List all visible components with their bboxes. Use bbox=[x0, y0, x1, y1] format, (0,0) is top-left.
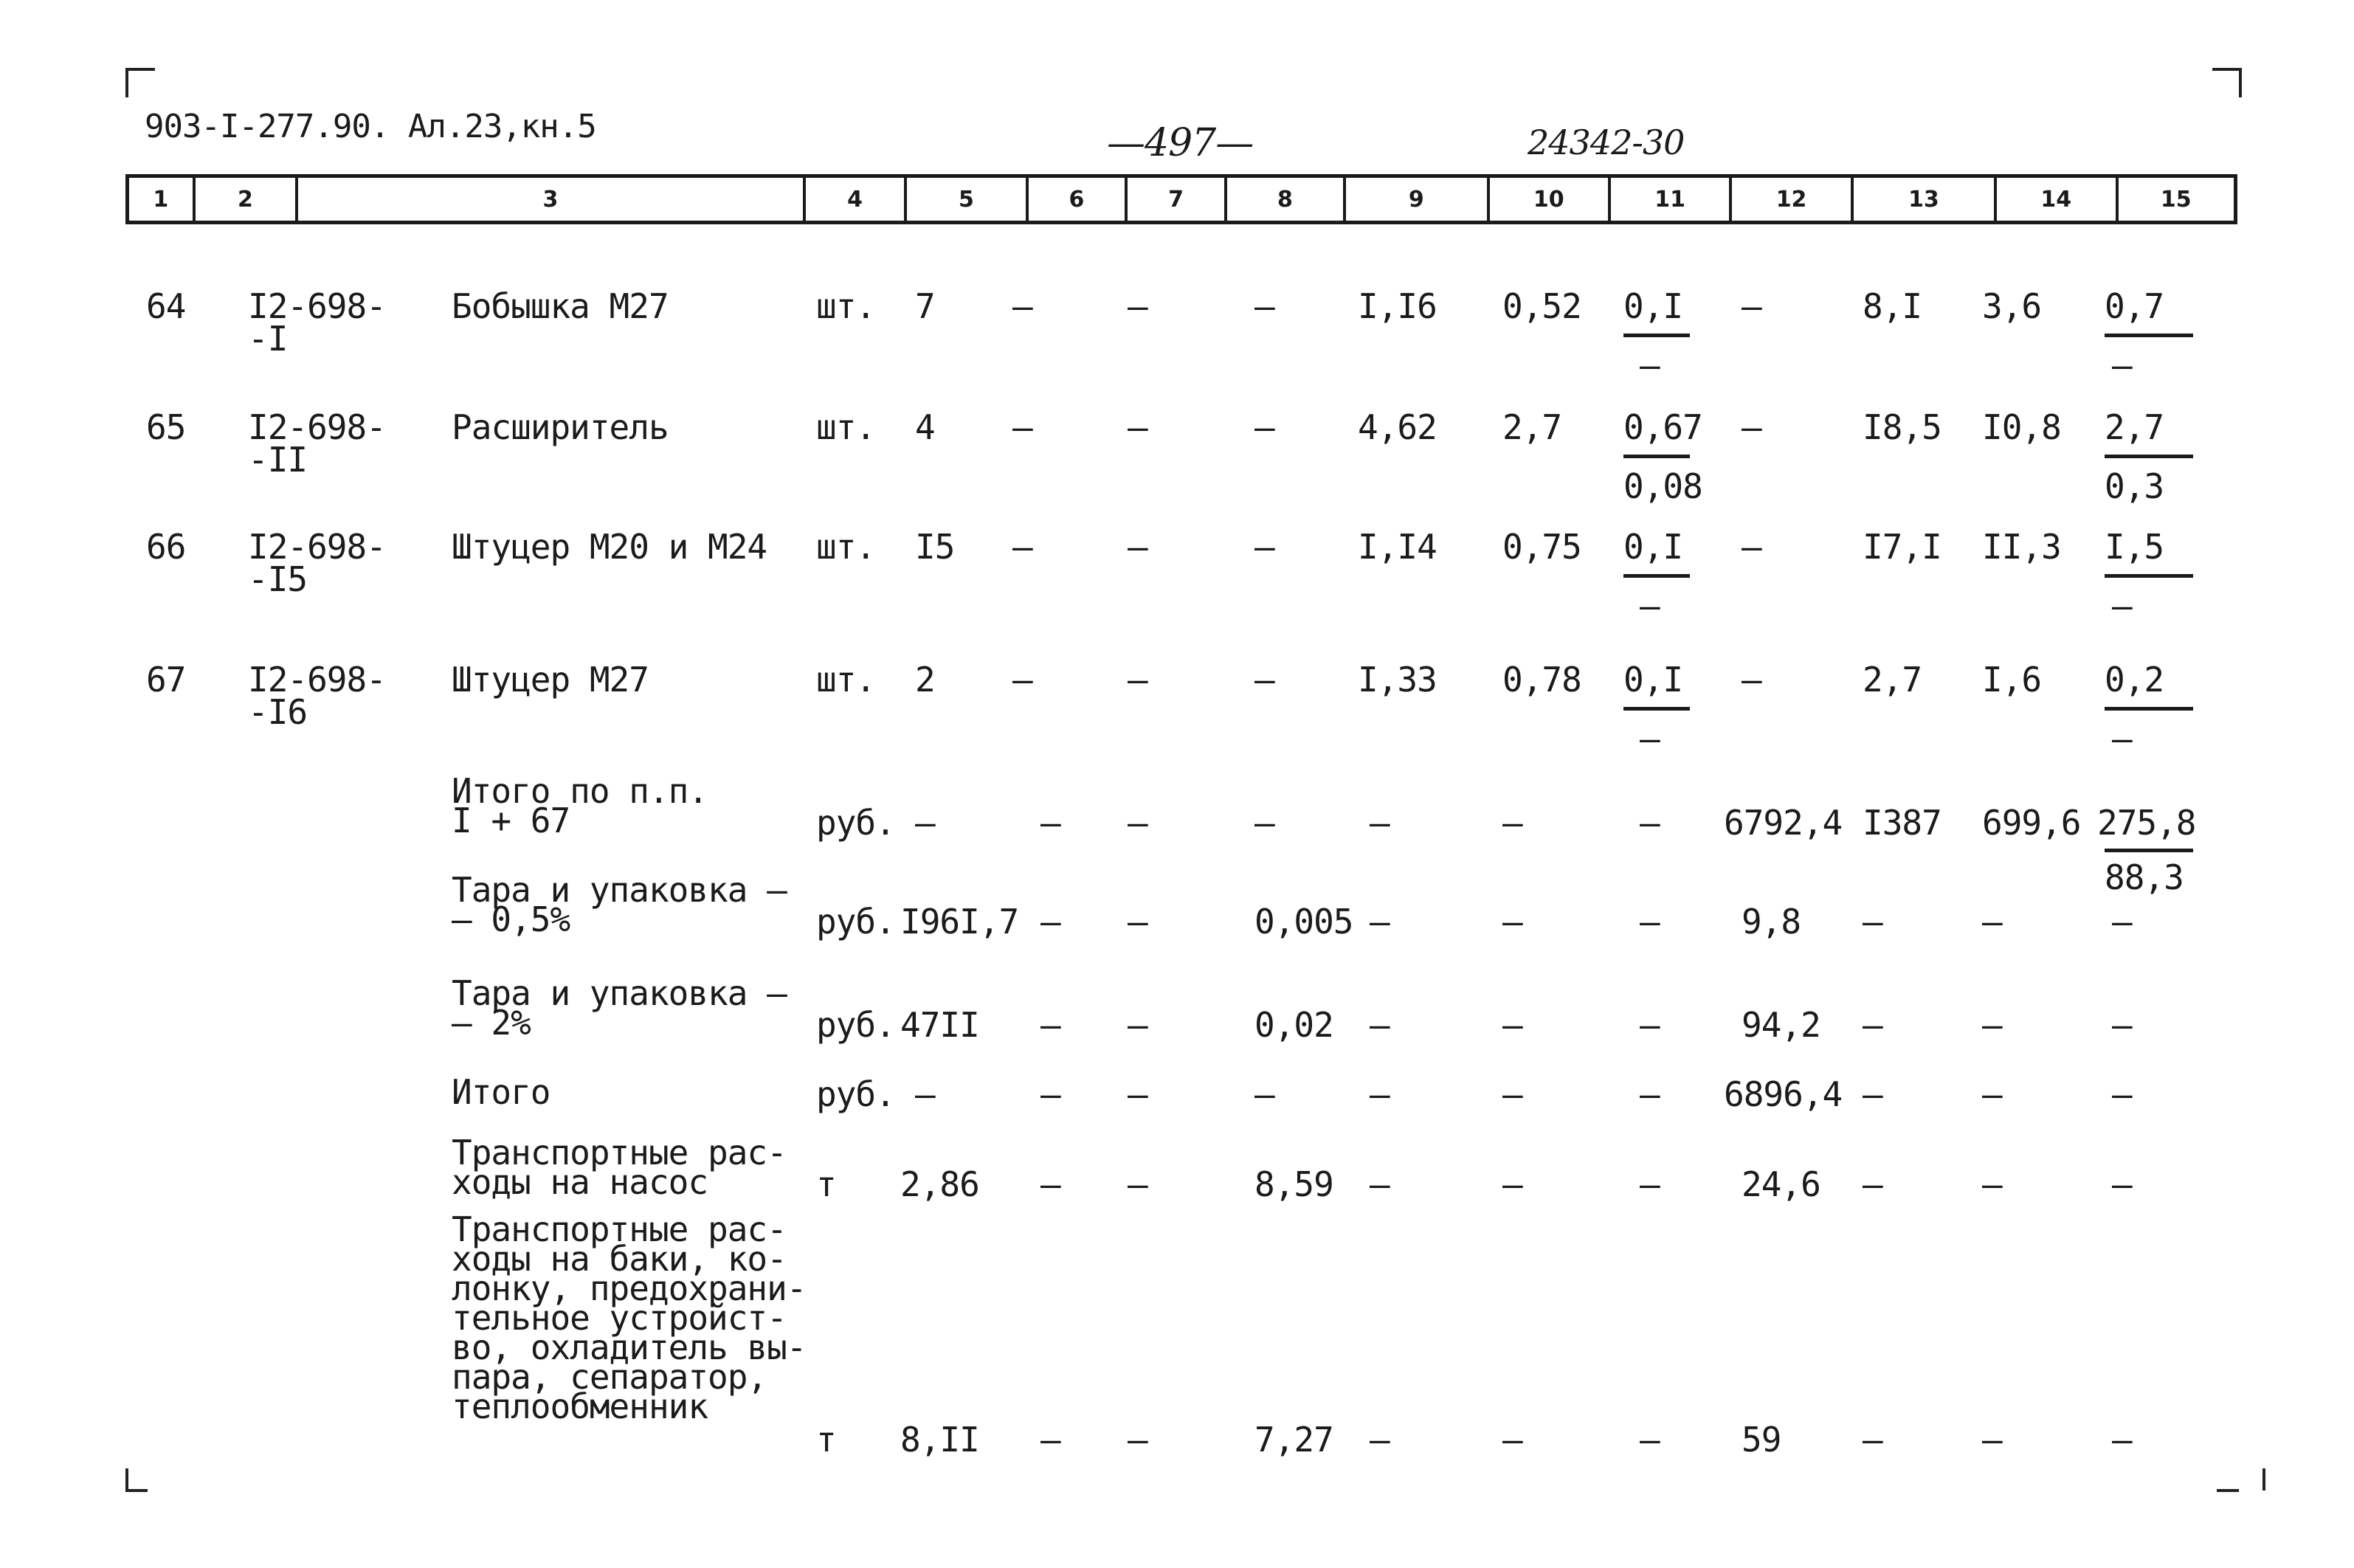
row-cell-11-bottom: – bbox=[1640, 586, 1660, 626]
summary-cell-10: – bbox=[1502, 803, 1522, 843]
column-header-5: 5 bbox=[907, 178, 1028, 221]
row-cell-11-divider bbox=[1623, 574, 1690, 578]
summary-name-line: ходы на насос bbox=[452, 1162, 708, 1202]
frame-corner-bottom-left-foot bbox=[125, 1489, 148, 1492]
summary-unit: т bbox=[816, 1420, 836, 1460]
row-cell-15-bottom: – bbox=[2112, 719, 2132, 759]
row-cell-6: – bbox=[1012, 407, 1032, 447]
summary-cell-8: 7,27 bbox=[1254, 1420, 1333, 1460]
row-unit: шт. bbox=[816, 407, 876, 447]
summary-cell-5: – bbox=[915, 803, 935, 843]
summary-cell-11: – bbox=[1640, 902, 1660, 942]
column-header-9: 9 bbox=[1346, 178, 1489, 221]
summary-unit: руб. bbox=[816, 803, 895, 843]
summary-cell-15-top: 275,8 bbox=[2097, 803, 2196, 843]
summary-cell-9: – bbox=[1370, 1164, 1390, 1204]
row-cell-12: – bbox=[1742, 286, 1761, 326]
summary-cell-7: – bbox=[1128, 803, 1147, 843]
summary-cell-15-divider bbox=[2105, 849, 2193, 852]
summary-cell-6: – bbox=[1040, 803, 1060, 843]
summary-cell-12: 59 bbox=[1742, 1420, 1781, 1460]
summary-cell-14: – bbox=[1982, 1164, 2002, 1204]
row-cell-5: 2 bbox=[915, 660, 935, 700]
row-name: Бобышка М27 bbox=[452, 286, 669, 326]
summary-cell-15-bottom: 88,3 bbox=[2105, 857, 2184, 897]
summary-cell-7: – bbox=[1128, 1074, 1147, 1114]
summary-name-line: Тара и упаковка – bbox=[452, 870, 787, 910]
row-cell-11-top: 0,67 bbox=[1623, 407, 1702, 447]
column-header-8: 8 bbox=[1227, 178, 1346, 221]
summary-cell-5: – bbox=[915, 1074, 935, 1114]
row-cell-14: I,6 bbox=[1982, 660, 2042, 700]
summary-cell-12: 9,8 bbox=[1742, 902, 1801, 942]
summary-cell-9: – bbox=[1370, 803, 1390, 843]
summary-cell-13: – bbox=[1863, 1005, 1882, 1045]
row-cell-9: I,I4 bbox=[1358, 527, 1437, 567]
summary-cell-9: – bbox=[1370, 1420, 1390, 1460]
summary-cell-5: I96I,7 bbox=[900, 902, 1019, 942]
row-number: 67 bbox=[146, 660, 186, 700]
row-cell-15-bottom: – bbox=[2112, 586, 2132, 626]
summary-cell-6: – bbox=[1040, 1005, 1060, 1045]
row-unit: шт. bbox=[816, 527, 876, 567]
column-header-15: 15 bbox=[2160, 186, 2192, 213]
summary-cell-10: – bbox=[1502, 1164, 1522, 1204]
row-cell-12: – bbox=[1742, 407, 1761, 447]
summary-name-line: Итого bbox=[452, 1072, 550, 1112]
row-cell-11-divider bbox=[1623, 455, 1690, 458]
row-code-suffix: -I bbox=[248, 319, 288, 359]
summary-cell-8: – bbox=[1254, 803, 1274, 843]
summary-cell-14: – bbox=[1982, 1420, 2002, 1460]
column-header-2: 2 bbox=[196, 178, 299, 221]
summary-cell-5: 8,II bbox=[900, 1420, 979, 1460]
row-cell-7: – bbox=[1128, 527, 1147, 567]
row-cell-15-divider bbox=[2105, 334, 2193, 337]
row-cell-13: I8,5 bbox=[1863, 407, 1941, 447]
summary-cell-15: – bbox=[2112, 1420, 2132, 1460]
frame-corner-bottom-right bbox=[2236, 1468, 2265, 1491]
row-unit: шт. bbox=[816, 660, 876, 700]
row-cell-8: – bbox=[1254, 407, 1274, 447]
summary-name-line: Итого по п.п. bbox=[452, 771, 708, 811]
summary-cell-10: – bbox=[1502, 902, 1522, 942]
summary-cell-10: – bbox=[1502, 1074, 1522, 1114]
summary-cell-5: 2,86 bbox=[900, 1164, 979, 1204]
summary-cell-8: 0,02 bbox=[1254, 1005, 1333, 1045]
row-cell-15-top: 2,7 bbox=[2105, 407, 2164, 447]
summary-cell-14: – bbox=[1982, 1005, 2002, 1045]
row-cell-9: I,I6 bbox=[1358, 286, 1437, 326]
row-cell-5: 7 bbox=[915, 286, 935, 326]
row-cell-15-divider bbox=[2105, 574, 2193, 578]
summary-name-line: во, охладитель вы- bbox=[452, 1327, 807, 1367]
column-header-4: 4 bbox=[806, 178, 908, 221]
summary-name-line: Транспортные рас- bbox=[452, 1133, 787, 1172]
summary-unit: руб. bbox=[816, 1005, 895, 1045]
row-cell-7: – bbox=[1128, 660, 1147, 700]
row-name: Расширитель bbox=[452, 407, 669, 447]
row-code-suffix: -I6 bbox=[248, 692, 308, 732]
summary-cell-9: – bbox=[1370, 1005, 1390, 1045]
row-code: I2-698- bbox=[248, 286, 386, 326]
summary-cell-11: – bbox=[1640, 1164, 1660, 1204]
column-header-3: 3 bbox=[298, 178, 806, 221]
frame-corner-top-right bbox=[2212, 68, 2242, 97]
column-header-11: 11 bbox=[1611, 178, 1732, 221]
summary-name-line: ходы на баки, ко- bbox=[452, 1239, 787, 1279]
summary-cell-8: 0,005 bbox=[1254, 902, 1353, 942]
summary-name-line: тельное устройст- bbox=[452, 1298, 787, 1338]
sheet-number: 24342-30 bbox=[1528, 122, 1685, 162]
summary-name-line: Тара и упаковка – bbox=[452, 973, 787, 1013]
row-cell-15-top: 0,7 bbox=[2105, 286, 2164, 326]
summary-cell-15: – bbox=[2112, 902, 2132, 942]
row-cell-5: I5 bbox=[915, 527, 955, 567]
summary-cell-6: – bbox=[1040, 1074, 1060, 1114]
row-cell-15-divider bbox=[2105, 707, 2193, 711]
row-cell-10: 2,7 bbox=[1502, 407, 1562, 447]
summary-unit: т bbox=[816, 1164, 836, 1204]
row-code: I2-698- bbox=[248, 660, 386, 700]
page-number: —497— bbox=[1107, 121, 1254, 165]
row-cell-9: I,33 bbox=[1358, 660, 1437, 700]
summary-cell-13: – bbox=[1863, 1074, 1882, 1114]
summary-name-line: Транспортные рас- bbox=[452, 1209, 787, 1249]
row-cell-11-divider bbox=[1623, 334, 1690, 337]
summary-cell-13: – bbox=[1863, 902, 1882, 942]
summary-cell-12: 6896,4 bbox=[1724, 1074, 1843, 1114]
row-cell-15-divider bbox=[2105, 455, 2193, 458]
summary-cell-14: – bbox=[1982, 1074, 2002, 1114]
row-cell-15-bottom: – bbox=[2112, 345, 2132, 385]
row-code-suffix: -I5 bbox=[248, 559, 308, 599]
row-code-suffix: -II bbox=[248, 440, 308, 480]
row-cell-6: – bbox=[1012, 660, 1032, 700]
row-cell-15-bottom: 0,3 bbox=[2105, 466, 2164, 506]
row-cell-14: 3,6 bbox=[1982, 286, 2042, 326]
summary-cell-13: – bbox=[1863, 1420, 1882, 1460]
summary-name-line: пара, сепаратор, bbox=[452, 1357, 767, 1397]
summary-cell-6: – bbox=[1040, 902, 1060, 942]
summary-cell-7: – bbox=[1128, 902, 1147, 942]
summary-cell-11: – bbox=[1640, 1074, 1660, 1114]
row-cell-5: 4 bbox=[915, 407, 935, 447]
column-header-7: 7 bbox=[1128, 178, 1227, 221]
summary-cell-12: 94,2 bbox=[1742, 1005, 1820, 1045]
document-code: 903-I-277.90. Ал.23,кн.5 bbox=[145, 108, 596, 145]
row-cell-6: – bbox=[1012, 286, 1032, 326]
row-cell-12: – bbox=[1742, 660, 1761, 700]
row-unit: шт. bbox=[816, 286, 876, 326]
row-cell-7: – bbox=[1128, 407, 1147, 447]
summary-cell-11: – bbox=[1640, 1420, 1660, 1460]
row-cell-11-top: 0,I bbox=[1623, 286, 1683, 326]
summary-cell-9: – bbox=[1370, 902, 1390, 942]
column-header-14: 14 bbox=[1997, 178, 2118, 221]
row-name: Штуцер М27 bbox=[452, 660, 649, 700]
row-cell-11-top: 0,I bbox=[1623, 660, 1683, 700]
row-number: 64 bbox=[146, 286, 186, 326]
summary-cell-14: – bbox=[1982, 902, 2002, 942]
summary-cell-11: – bbox=[1640, 1005, 1660, 1045]
summary-cell-8: 8,59 bbox=[1254, 1164, 1333, 1204]
summary-cell-14: 699,6 bbox=[1982, 803, 2081, 843]
row-cell-11-bottom: – bbox=[1640, 345, 1660, 385]
frame-corner-bottom-right-foot bbox=[2217, 1489, 2239, 1492]
row-name: Штуцер М20 и М24 bbox=[452, 527, 767, 567]
row-cell-11-top: 0,I bbox=[1623, 527, 1683, 567]
summary-cell-12: 6792,4 bbox=[1724, 803, 1843, 843]
column-header-10: 10 bbox=[1490, 178, 1611, 221]
row-number: 66 bbox=[146, 527, 186, 567]
row-cell-11-bottom: 0,08 bbox=[1623, 466, 1702, 506]
row-cell-6: – bbox=[1012, 527, 1032, 567]
column-header-13: 13 bbox=[1854, 178, 1997, 221]
summary-cell-13: – bbox=[1863, 1164, 1882, 1204]
summary-cell-7: – bbox=[1128, 1420, 1147, 1460]
row-cell-11-bottom: – bbox=[1640, 719, 1660, 759]
row-cell-9: 4,62 bbox=[1358, 407, 1437, 447]
summary-cell-15: – bbox=[2112, 1164, 2132, 1204]
summary-cell-10: – bbox=[1502, 1005, 1522, 1045]
page-number-value: 497 bbox=[1145, 121, 1216, 165]
summary-name-line: I + 67 bbox=[452, 801, 570, 840]
summary-unit: руб. bbox=[816, 1074, 895, 1114]
column-header-row bbox=[125, 174, 2237, 224]
summary-cell-7: – bbox=[1128, 1164, 1147, 1204]
summary-unit: руб. bbox=[816, 902, 895, 942]
row-cell-8: – bbox=[1254, 286, 1274, 326]
row-cell-14: II,3 bbox=[1982, 527, 2061, 567]
row-cell-7: – bbox=[1128, 286, 1147, 326]
row-cell-14: I0,8 bbox=[1982, 407, 2061, 447]
frame-corner-bottom-left bbox=[125, 1468, 155, 1491]
row-cell-13: I7,I bbox=[1863, 527, 1941, 567]
row-cell-8: – bbox=[1254, 660, 1274, 700]
row-cell-15-top: 0,2 bbox=[2105, 660, 2164, 700]
summary-name-line: лонку, предохрани- bbox=[452, 1268, 807, 1308]
summary-cell-11: – bbox=[1640, 803, 1660, 843]
row-cell-10: 0,52 bbox=[1502, 286, 1581, 326]
row-cell-11-divider bbox=[1623, 707, 1690, 711]
row-cell-12: – bbox=[1742, 527, 1761, 567]
row-cell-13: 2,7 bbox=[1863, 660, 1922, 700]
column-header-1: 1 bbox=[129, 178, 196, 221]
summary-cell-6: – bbox=[1040, 1164, 1060, 1204]
summary-name-line: – 2% bbox=[452, 1003, 531, 1043]
column-header-6: 6 bbox=[1029, 178, 1128, 221]
summary-cell-8: – bbox=[1254, 1074, 1274, 1114]
summary-cell-13: I387 bbox=[1863, 803, 1941, 843]
summary-name-line: – 0,5% bbox=[452, 899, 570, 939]
summary-name-line: теплообменник bbox=[452, 1386, 708, 1426]
row-number: 65 bbox=[146, 407, 186, 447]
summary-cell-10: – bbox=[1502, 1420, 1522, 1460]
summary-cell-5: 47II bbox=[900, 1005, 979, 1045]
row-cell-13: 8,I bbox=[1863, 286, 1922, 326]
summary-cell-12: 24,6 bbox=[1742, 1164, 1820, 1204]
row-cell-10: 0,78 bbox=[1502, 660, 1581, 700]
row-cell-8: – bbox=[1254, 527, 1274, 567]
row-cell-10: 0,75 bbox=[1502, 527, 1581, 567]
frame-corner-top-left bbox=[125, 68, 155, 97]
summary-cell-6: – bbox=[1040, 1420, 1060, 1460]
column-header-12: 12 bbox=[1732, 178, 1853, 221]
summary-cell-7: – bbox=[1128, 1005, 1147, 1045]
summary-cell-15: – bbox=[2112, 1074, 2132, 1114]
row-cell-15-top: I,5 bbox=[2105, 527, 2164, 567]
row-code: I2-698- bbox=[248, 407, 386, 447]
summary-cell-15: – bbox=[2112, 1005, 2132, 1045]
summary-cell-9: – bbox=[1370, 1074, 1390, 1114]
row-code: I2-698- bbox=[248, 527, 386, 567]
